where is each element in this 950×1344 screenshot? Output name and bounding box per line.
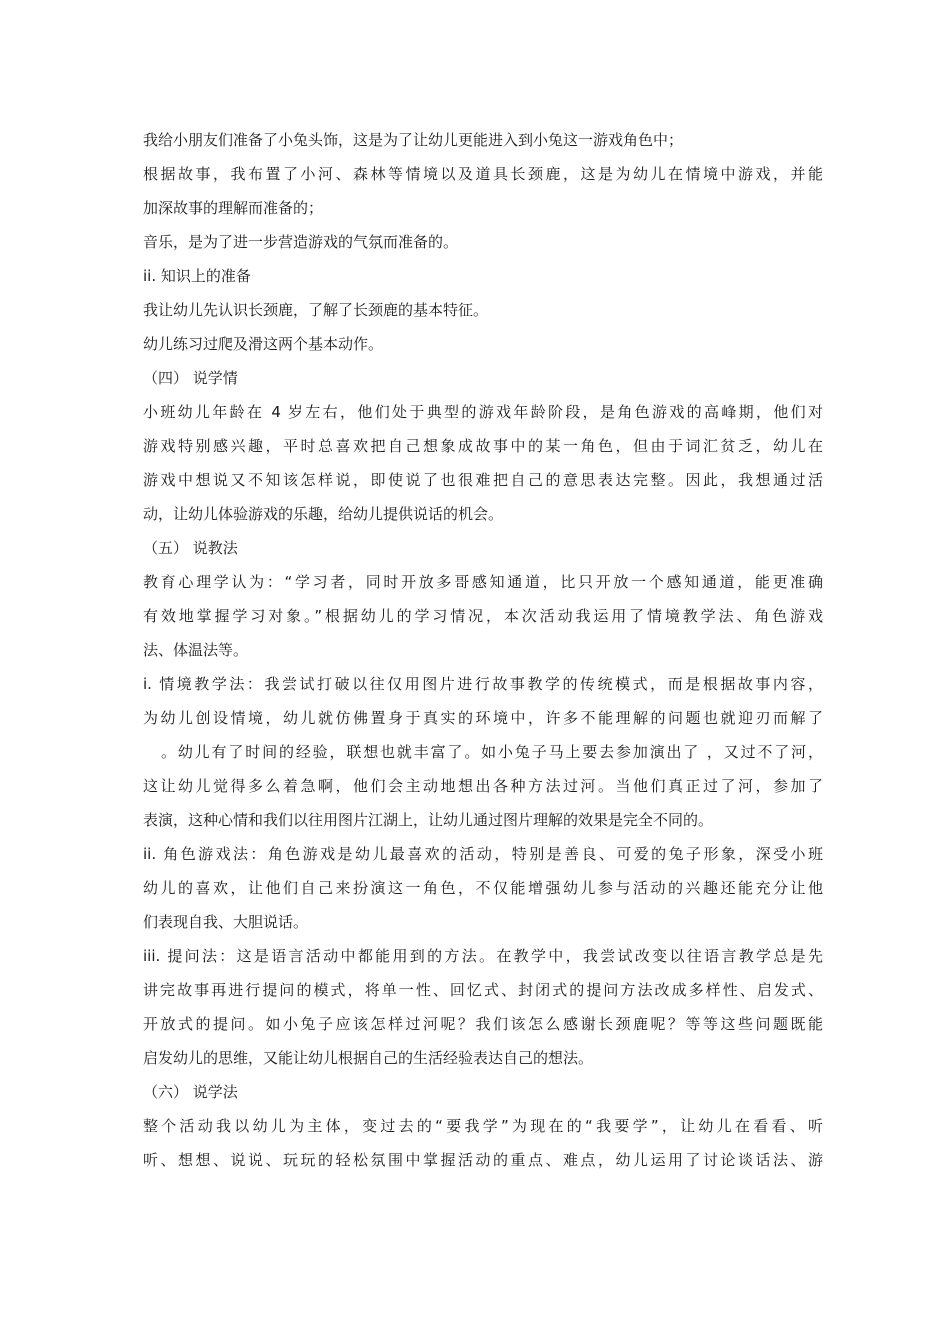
text-line: 小班幼儿年龄在 4 岁左右，他们处于典型的游戏年龄阶段，是角色游戏的高峰期，他们对 (143, 403, 823, 421)
text-line: ii. 角色游戏法：角色游戏是幼儿最喜欢的活动，特别是善良、可爱的兔子形象，深受小班 (143, 845, 823, 863)
text-line: 我让幼儿先认识长颈鹿，了解了长颈鹿的基本特征。 (143, 301, 489, 319)
text-line: 教育心理学认为：“学习者，同时开放多哥感知通道，比只开放一个感知通道，能更准确 (143, 573, 823, 591)
text-line: 动，让幼儿体验游戏的乐趣，给幼儿提供说话的机会。 (143, 505, 504, 523)
text-line: 有效地掌握学习对象。”根据幼儿的学习情况，本次活动我运用了情境教学法、角色游戏 (143, 607, 823, 625)
section-heading: （四） 说学情 (143, 369, 238, 387)
text-line: 音乐，是为了进一步营造游戏的气氛而准备的。 (143, 233, 459, 251)
text-line: 讲完故事再进行提问的模式，将单一性、回忆式、封闭式的提问方法改成多样性、启发式、 (143, 981, 823, 999)
text-line: 表演，这种心情和我们以往用图片江湖上，让幼儿通过图片理解的效果是完全不同的。 (143, 811, 714, 829)
text-line: 听、想想、说说、玩玩的轻松氛围中掌握活动的重点、难点，幼儿运用了讨论谈话法、游 (143, 1151, 823, 1169)
text-line: 法、体温法等。 (143, 641, 249, 659)
text-line: 幼儿练习过爬及滑这两个基本动作。 (143, 335, 384, 353)
text-line: 。幼儿有了时间的经验，联想也就丰富了。如小兔子马上要去参加演出了 ，又过不了河， (161, 743, 823, 761)
text-line: i. 情境教学法：我尝试打破以往仅用图片进行故事教学的传统模式，而是根据故事内容， (143, 675, 823, 693)
text-line: 们表现自我、大胆说话。 (143, 913, 309, 931)
text-line: 我给小朋友们准备了小兔头饰，这是为了让幼儿更能进入到小兔这一游戏角色中； (143, 131, 684, 149)
text-line: 游戏特别感兴趣，平时总喜欢把自己想象成故事中的某一角色，但由于词汇贫乏，幼儿在 (143, 437, 823, 455)
text-line: 开放式的提问。如小兔子应该怎样过河呢？我们该怎么感谢长颈鹿呢？等等这些问题既能 (143, 1015, 823, 1033)
text-line: 加深故事的理解而准备的； (143, 199, 324, 217)
text-line: 这让幼儿觉得多么着急啊，他们会主动地想出各种方法过河。当他们真正过了河，参加了 (143, 777, 823, 795)
text-line: iii. 提问法：这是语言活动中都能用到的方法。在教学中，我尝试改变以往语言教学总是先 (143, 947, 823, 965)
text-line: 根据故事，我布置了小河、森林等情境以及道具长颈鹿，这是为幼儿在情境中游戏，并能 (143, 165, 823, 183)
document-body (143, 123, 823, 1177)
text-line: 启发幼儿的思维，又能让幼儿根据自己的生活经验表达自己的想法。 (143, 1049, 594, 1067)
text-line: 为幼儿创设情境，幼儿就仿佛置身于真实的环境中，许多不能理解的问题也就迎刃而解了 (143, 709, 823, 727)
subsection-heading: ii. 知识上的准备 (143, 267, 251, 285)
text-line: 游戏中想说又不知该怎样说，即使说了也很难把自己的意思表达完整。因此，我想通过活 (143, 471, 823, 489)
section-heading: （五） 说教法 (143, 539, 238, 557)
text-line: 幼儿的喜欢，让他们自己来扮演这一角色，不仅能增强幼儿参与活动的兴趣还能充分让他 (143, 879, 823, 897)
section-heading: （六） 说学法 (143, 1083, 238, 1101)
text-line: 整个活动我以幼儿为主体，变过去的“要我学”为现在的“我要学”，让幼儿在看看、听 (143, 1117, 823, 1135)
